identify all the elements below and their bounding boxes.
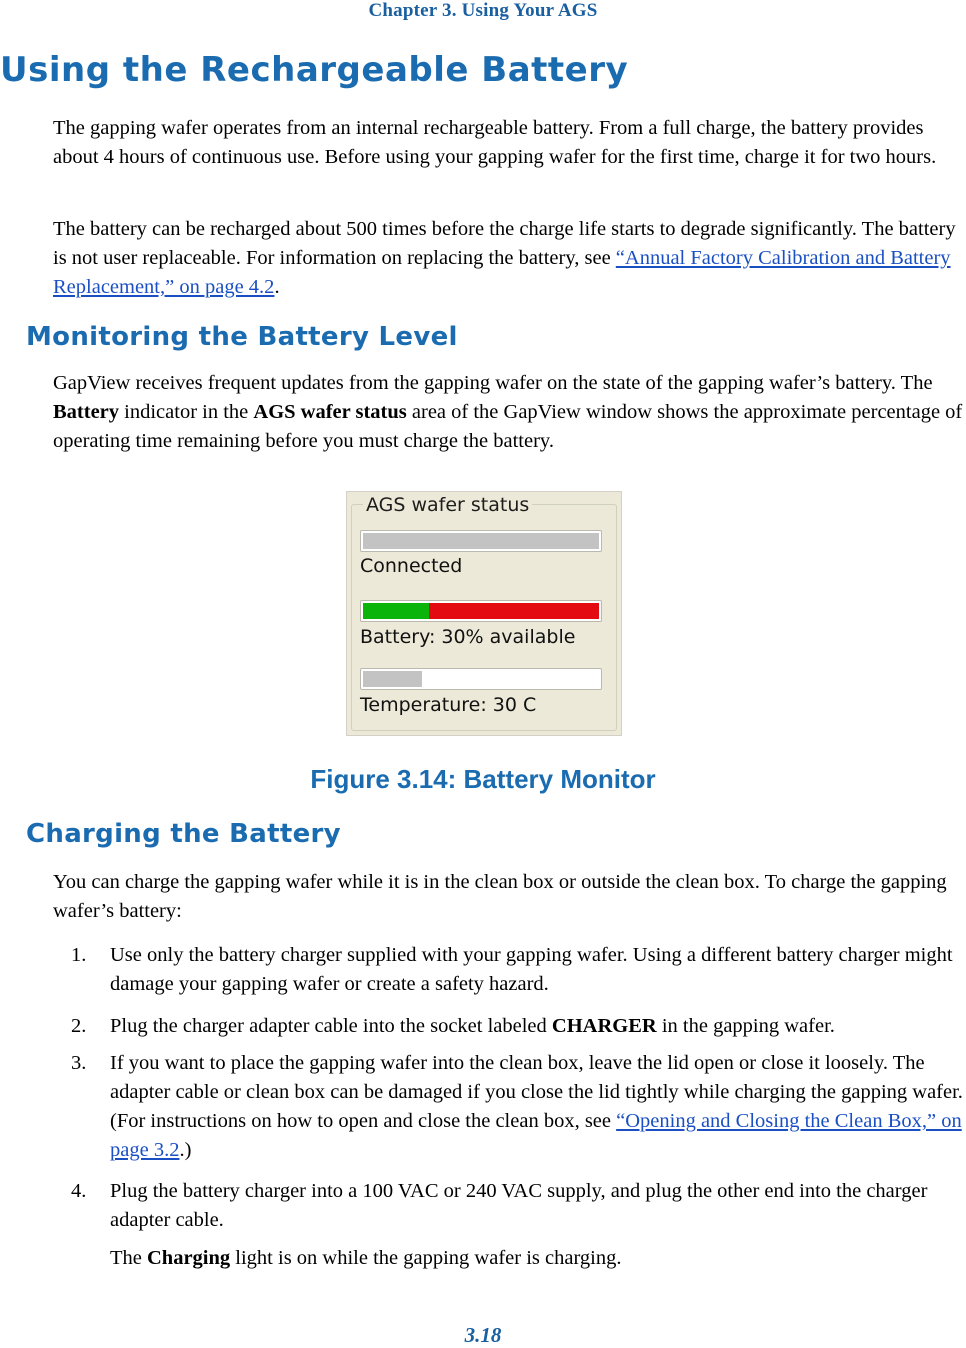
note-text-b: light is on while the gapping wafer is charging.: [230, 1247, 622, 1269]
temperature-fill: [363, 671, 422, 687]
monitoring-text-b: indicator in the: [119, 401, 254, 423]
battery-label: Battery: 30% available: [360, 626, 576, 648]
ags-wafer-status-panel: [346, 491, 622, 736]
charging-intro: You can charge the gapping wafer while it is in the clean box or outside the clean box. To charge the gapping wafer’s battery:: [53, 871, 947, 922]
battery-remaining-fill: [363, 603, 429, 619]
step-number: 2.: [71, 1015, 87, 1037]
wafer-status-term: AGS wafer status: [253, 401, 407, 423]
battery-replacement-link[interactable]: “Annual Factory Calibration and Battery Replacement,” on page 4.2: [53, 247, 951, 298]
page-number: 3.18: [464, 1323, 502, 1347]
step-2-text-b: in the gapping wafer.: [656, 1015, 835, 1037]
monitoring-text-a: GapView receives frequent updates from the gapping wafer on the state of the gapping wafer’s battery. The: [53, 372, 933, 394]
chapter-header: Chapter 3. Using Your AGS: [368, 0, 598, 21]
monitoring-text-c: area of the GapView window shows the approximate percentage of operating time remaining before you must charge the battery.: [53, 401, 963, 452]
temperature-label: Temperature: 30 C: [360, 694, 537, 716]
note-text-a: The: [110, 1247, 147, 1269]
recharge-paragraph: [53, 215, 966, 302]
recharge-end: .: [274, 276, 280, 298]
section-title: Using the Rechargeable Battery: [0, 50, 629, 90]
charging-heading: Charging the Battery: [26, 819, 341, 849]
status-group-title: AGS wafer status: [363, 494, 532, 516]
connection-bar-fill: [363, 533, 599, 549]
charging-light-term: Charging: [147, 1247, 231, 1269]
monitoring-heading: Monitoring the Battery Level: [26, 322, 458, 352]
figure-caption: Figure 3.14: Battery Monitor: [310, 764, 656, 794]
step-number: 4.: [71, 1180, 87, 1202]
battery-intro-paragraph: The gapping wafer operates from an internal rechargeable battery. From a full charge, the battery provides about 4 hours of continuous use. Before using your gapping wafer for the first time, charge it for two hours.: [53, 117, 937, 168]
step-2-text-a: Plug the charger adapter cable into the socket labeled: [110, 1015, 552, 1037]
step-text: Use only the battery charger supplied with your gapping wafer. Using a different battery charger might damage your gapping wafer or create a safety hazard.: [110, 944, 953, 995]
step-3-text-b: .): [179, 1139, 192, 1161]
step-3-text-a: If you want to place the gapping wafer into the clean box, leave the lid open or close it loosely. The adapter cable or clean box can be damaged if you close the lid tightly while charging the gapping wafer. (For instructions on how to open and close the clean box, see: [110, 1052, 963, 1132]
step-text: [110, 1012, 966, 1041]
connection-bar: [360, 530, 602, 552]
charging-note: [110, 1244, 960, 1273]
connection-status-label: Connected: [360, 555, 463, 577]
step-text: Plug the battery charger into a 100 VAC or 240 VAC supply, and plug the other end into the charger adapter cable.: [110, 1180, 928, 1231]
clean-box-link[interactable]: “Opening and Closing the Clean Box,” on page 3.2: [110, 1110, 962, 1161]
charger-socket-term: CHARGER: [551, 1015, 657, 1037]
battery-term: Battery: [53, 401, 120, 423]
temperature-bar: [360, 668, 602, 690]
step-text: [110, 1049, 966, 1165]
battery-bar: [360, 600, 602, 622]
monitoring-paragraph: [53, 369, 966, 456]
step-number: 1.: [71, 944, 87, 966]
recharge-text: The battery can be recharged about 500 times before the charge life starts to degrade significantly. The battery is not user replaceable. For information on replacing the battery, see: [53, 218, 956, 269]
step-number: 3.: [71, 1052, 87, 1074]
battery-used-fill: [429, 603, 599, 619]
